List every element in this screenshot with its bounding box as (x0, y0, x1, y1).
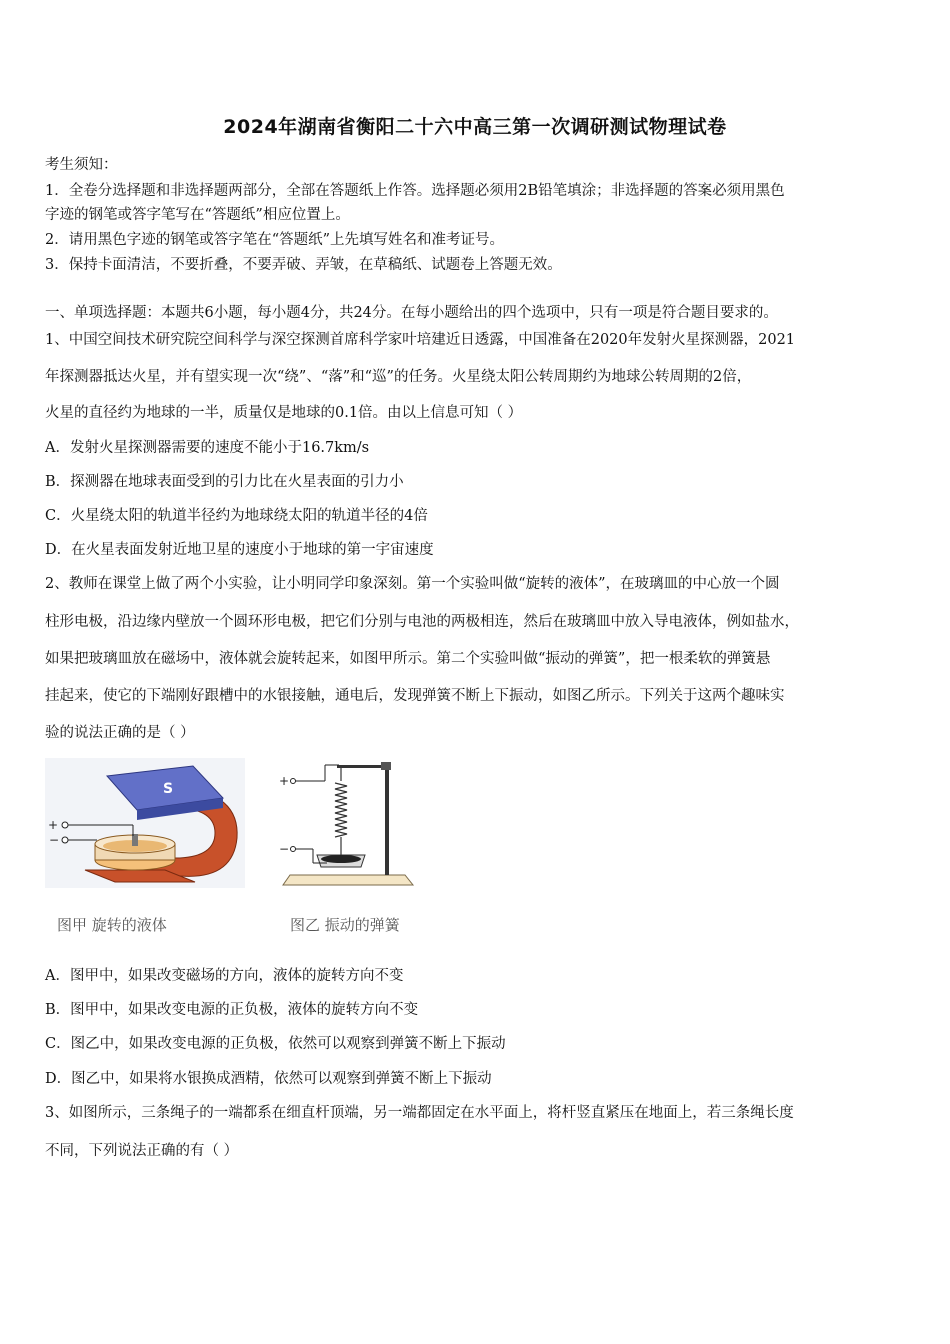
page-title: 2024年湖南省衡阳二十六中高三第一次调研测试物理试卷 (223, 116, 727, 138)
q1-stem-line-2: 年探测器抵达火星，并有望实现一次“绕”、“落”和“巡”的任务。火星绕太阳公转周期约为地球公转周期的2倍， (45, 369, 752, 385)
q1-stem-line-3: 火星的直径约为地球的一半，质量仅是地球的0.1倍。由以上信息可知（ ） (45, 405, 523, 421)
q2-stem-line-1: 2、教师在课堂上做了两个小实验，让小明同学印象深刻。第一个实验叫做“旋转的液体”，在玻璃皿的中心放一个圆 (45, 576, 780, 592)
q2-stem-line-5: 验的说法正确的是（ ） (45, 725, 195, 741)
q3-stem-line-2: 不同，下列说法正确的有（ ） (45, 1143, 239, 1159)
notice-line-4: 3．保持卡面清洁，不要折叠，不要弄破、弄皱，在草稿纸、试题卷上答题无效。 (45, 257, 562, 273)
q3-stem-line-1: 3、如图所示，三条绳子的一端都系在细直杆顶端，另一端都固定在水平面上，将杆竖直紧压在地面上，若三条绳长度 (45, 1105, 794, 1121)
plus-label: + (279, 774, 290, 788)
q2-option-c: C．图乙中，如果改变电源的正负极，依然可以观察到弹簧不断上下振动 (45, 1036, 506, 1052)
notice-line-2: 字迹的钢笔或答字笔写在“答题纸”相应位置上。 (45, 207, 350, 223)
q1-option-b: B．探测器在地球表面受到的引力比在火星表面的引力小 (45, 474, 404, 490)
notice-line-3: 2．请用黑色字迹的钢笔或答字笔在“答题纸”上先填写姓名和准考证号。 (45, 232, 505, 248)
stand-base (283, 875, 413, 885)
q1-option-d: D．在火星表面发射近地卫星的速度小于地球的第一宇宙速度 (45, 542, 434, 558)
terminal-minus (62, 837, 68, 843)
terminal-plus (62, 822, 68, 828)
spring-coil (335, 768, 347, 855)
q2-option-d: D．图乙中，如果将水银换成酒精，依然可以观察到弹簧不断上下振动 (45, 1071, 492, 1087)
mercury (321, 855, 361, 863)
magnet-s-label: S (163, 781, 174, 797)
plus-label: + (48, 818, 59, 832)
notice-line-1: 1．全卷分选择题和非选择题两部分，全部在答题纸上作答。选择题必须用2B铅笔填涂；非选择题的答案必须用黑色 (45, 183, 785, 199)
notice-heading: 考生须知： (45, 157, 118, 173)
q1-option-a: A．发射火星探测器需要的速度不能小于16.7km/s (45, 440, 370, 456)
q1-stem-line-1: 1、中国空间技术研究院空间科学与深空探测首席科学家叶培建近日透露，中国准备在2020年发射火星探测器，2021 (45, 332, 796, 348)
stand-rod (385, 763, 389, 875)
figure-rotating-liquid (45, 758, 245, 888)
stand-clamp (381, 762, 391, 770)
q2-stem-line-2: 柱形电极，沿边缘内壁放一个圆环形电极，把它们分别与电池的两极相连，然后在玻璃皿中放入导电液体，例如盐水， (45, 614, 799, 630)
q2-stem-line-4: 挂起来，使它的下端刚好跟槽中的水银接触，通电后，发现弹簧不断上下振动，如图乙所示。下列关于这两个趣味实 (45, 688, 785, 704)
figure-vibrating-spring (275, 753, 425, 891)
terminal-minus (291, 847, 296, 852)
minus-label: − (49, 833, 60, 847)
figure-1-caption: 图甲 旋转的液体 (57, 916, 167, 934)
q2-stem-line-3: 如果把玻璃皿放在磁场中，液体就会旋转起来，如图甲所示。第二个实验叫做“振动的弹簧”，把一根柔软的弹簧悬 (45, 651, 771, 667)
q2-option-a: A．图甲中，如果改变磁场的方向，液体的旋转方向不变 (45, 968, 404, 984)
terminal-plus (291, 779, 296, 784)
q2-option-b: B．图甲中，如果改变电源的正负极，液体的旋转方向不变 (45, 1002, 419, 1018)
section-heading: 一、单项选择题：本题共6小题，每小题4分，共24分。在每小题给出的四个选项中，只有一项是符合题目要求的。 (45, 305, 778, 321)
minus-label: − (279, 842, 290, 856)
q1-option-c: C．火星绕太阳的轨道半径约为地球绕太阳的轨道半径的4倍 (45, 508, 428, 524)
figure-2-caption: 图乙 振动的弹簧 (290, 916, 400, 934)
